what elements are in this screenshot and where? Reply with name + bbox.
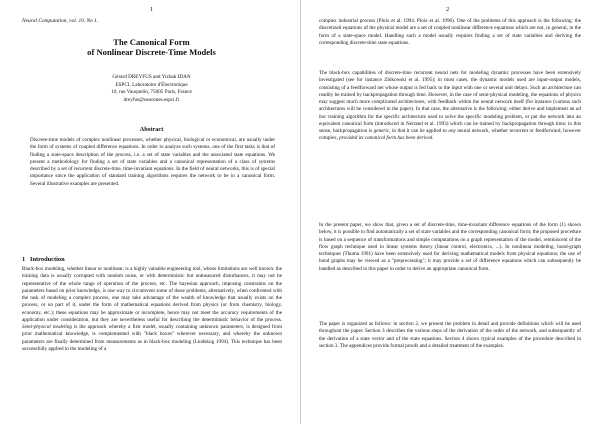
introduction-text bbox=[22, 266, 282, 353]
paragraph-1: complex industrial process (Ploix et al. 1994, Ploix et al. 1996). One of the problems of this approach is the following: the discretized equations of the physical model are a set of coupled nonlinear difference equations which are not, in general, in the form of a state-space model. Handling such a model usually requires finding a set of state variables and deriving the corresponding discrete-time state equations. bbox=[319, 18, 581, 46]
abstract-heading: Abstract bbox=[139, 126, 164, 133]
author-email: dreyfus@neurones.espci.fr bbox=[123, 96, 180, 103]
author-institution: ESPCI, Laboratoire d'Électronique bbox=[115, 81, 188, 88]
paragraph-4: The paper is organized as follows: in section 2, we present the problem in detail and provide definitions which will be used throughout the paper. Section 3 describes the various steps of the derivation of the order of the network, and subsequently of the derivation of a state vector and of the state equations. Section 4 shows typical examples of the procedure described in section 3. The appendices provide formal proofs and a detailed treatment of the examples. bbox=[319, 321, 581, 349]
author-names: Gérard DREYFUS and Yizhak IDAN bbox=[112, 74, 191, 80]
title-line-2: of Nonlinear Discrete-Time Models bbox=[87, 47, 216, 57]
para2-emphasis-2: generic bbox=[373, 128, 390, 134]
para2-emphasis-3: any bbox=[448, 128, 456, 134]
author-block bbox=[22, 74, 281, 104]
paragraph-2 bbox=[319, 70, 581, 143]
page-number: 1 bbox=[150, 6, 154, 13]
right-page bbox=[301, 0, 600, 424]
para2-part-d: neural network, whether recurrent or feedforward, however complex, bbox=[319, 128, 582, 142]
para2-emphasis-1: ad hoc bbox=[319, 106, 581, 120]
intro-text-part-1: Black-box modeling, whether linear or nonlinear, is a highly valuable engineering tool, whose limitations are well known: the training data is usually corrupted with random noise, or with deterministic but unmeasured disturbances, it may not be representative of the whole range of operation of the process, etc. The bayesian approach, imposing constraints on the parameters based on prior knowledge, is one way to circumvent some of these problems; alternatively, when confronted with the task of modeling a complex process, one may take advantage of the wealth of knowledge that usually exists on the process, or on part of it, under the form of mathematical equations derived from physics (or from chemistry, biology, economy, etc.); these equations may be approximate or incomplete, hence may not meet the accuracy requirements of the application under consideration, but they are nevertheless useful for describing the deterministic behavior of the process. bbox=[22, 266, 282, 323]
title-line-1: The Canonical Form bbox=[113, 37, 190, 47]
left-page bbox=[0, 0, 299, 424]
page-number: 2 bbox=[446, 6, 450, 13]
para2-part-c: , in that it can be applied to bbox=[389, 128, 449, 134]
para2-part-a: The black-box capabilities of discrete-time recurrent neural nets for modeling dynamic processes have been extensively investigated (see for instance Zbikowski et al. 1995); in most cases, the dynamic models used are input-output models, consisting of a feedforward net whose output is fed back to the input with one or several unit delays. Such an architecture can readily be trained by backpropagation through time. However, in the case of semi-physical modeling, the equations of physics may suggest much more complicated architectures, with feedback within the neural network itself (for instance (various such architectures will be considered in the paper). In that case, the alternative is the following: either derive and implement an bbox=[319, 70, 581, 113]
paragraph-3: In the present paper, we show that, given a set of discrete-time, time-invariant difference equations of the form (1) shown below, it is possible to find automatically a set of state variables and the corresponding canonical form; the proposed procedure is based on a sequence of transformations and simple computations on a graph representation of the model, reminiscent of the flow graph technique used in linear systems theory (linear control, electronics, ...). In nonlinear modeling, bond-graph techniques (Thoma 1991) have been extensively used for deriving mathematical models from physical equations; the use of bond graphs may be viewed as a "preprocessing"; it may provide a set of difference equations which can subsequently be handled as described in this paper in order to derive an appropriate canonical form. bbox=[319, 222, 581, 272]
journal-reference: Neural Computation, vol. 10, No 1. bbox=[22, 18, 99, 24]
intro-text-part-2: is the approach whereby a first model, usually containing unknown parameters, is designed from prior mathematical knowledge, is complemented with "black boxes" wherever necessary, and whereby the unknown parameters are finally determined from measurements as in black-box modeling (Lindskog 1994). This technique has been successfully applied to the modeling of a bbox=[22, 324, 282, 352]
introduction-heading: 1 Introduction bbox=[22, 256, 65, 263]
author-address: 10, rue Vauquelin, 75005 Paris, France bbox=[111, 89, 192, 96]
abstract-text: Discrete-time models of complex nonlinear processes, whether physical, biological or economical, are usually under the form of systems of coupled difference equations. In order to analyze such systems, one of the first tasks is that of finding a state-space description of the process, i.e. a set of state variables and the associated state equations. We present a methodology for finding a set of state variables and a canonical representation of a class of systems described by a set of recurrent discrete-time, time-invariant equations. In the field of neural networks, this is of special importance since the application of standard training algorithms requires the network to be in a canonical form. Several illustrative examples are presented. bbox=[30, 137, 275, 187]
paper-title bbox=[22, 37, 281, 57]
para2-emphasis-4: provided its canonical form has been derived. bbox=[339, 135, 434, 142]
para2-part-b: training algorithm for the specific architecture used to solve the specific modeling problem, or put the network into an equivalent canonical form (introduced in Nerrand et al. 1993) which can be trained by backpropagation through time; in this sense, backpropagation is bbox=[319, 113, 581, 134]
intro-emphasis: Semi-physical modeling bbox=[22, 324, 72, 330]
